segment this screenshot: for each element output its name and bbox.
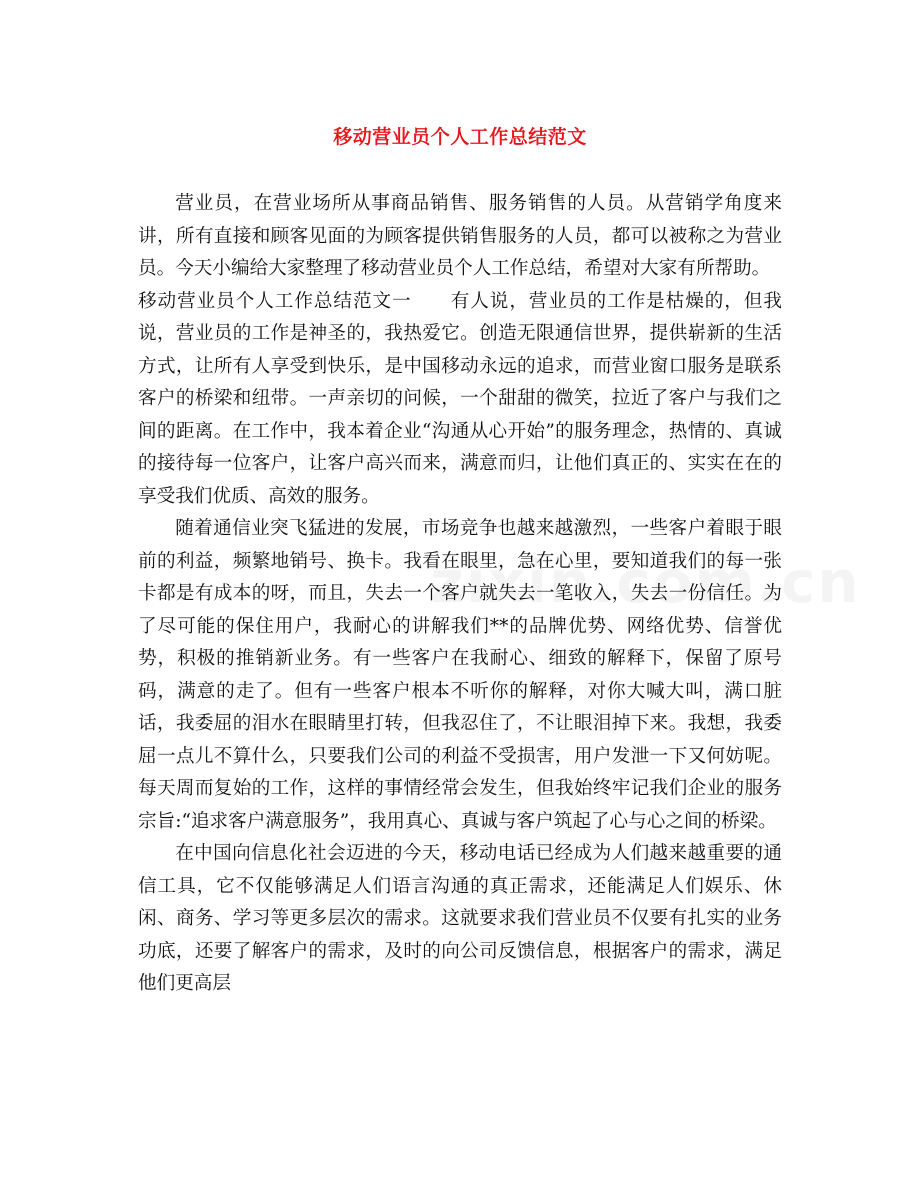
document-body xyxy=(138,188,782,1001)
paragraph-section-one: 移动营业员个人工作总结范文一 有人说，营业员的工作是枯燥的，但我说，营业员的工作是神圣的，我热爱它。创造无限通信世界，提供崭新的生活方式，让所有人享受到快乐，是中国移动永远的追求，而营业窗口服务是联系客户的桥梁和纽带。一声亲切的问候，一个甜甜的微笑，拉近了客户与我们之间的距离。在工作中，我本着企业“沟通从心开始”的服务理念，热情的、真诚的接待每一位客户，让客户高兴而来，满意而归，让他们真正的、实实在在的享受我们优质、高效的服务。 xyxy=(138,290,782,507)
document-title: 移动营业员个人工作总结范文 xyxy=(333,126,587,148)
paragraph-competition: 随着通信业突飞猛进的发展，市场竞争也越来越激烈，一些客户着眼于眼前的利益，频繁地销号、换卡。我看在眼里，急在心里，要知道我们的每一张卡都是有成本的呀，而且，失去一个客户就失去一笔收入，失去一份信任。为了尽可能的保住用户，我耐心的讲解我们**的品牌优势、网络优势、信誉优势，积极的推销新业务。有一些客户在我耐心、细致的解释下，保留了原号码，满意的走了。但有一些客户根本不听你的解释，对你大喊大叫，满口脏话，我委屈的泪水在眼睛里打转，但我忍住了，不让眼泪掉下来。我想，我委屈一点儿不算什么，只要我们公司的利益不受损害，用户发泄一下又何妨呢。每天周而复始的工作，这样的事情经常会发生，但我始终牢记我们企业的服务宗旨:“追求客户满意服务”，我用真心、真诚与客户筑起了心与心之间的桥梁。 xyxy=(138,518,782,832)
paragraph-intro: 营业员，在营业场所从事商品销售、服务销售的人员。从营销学角度来讲，所有直接和顾客见面的为顾客提供销售服务的人员，都可以被称之为营业员。今天小编给大家整理了移动营业员个人工作总结，希望对大家有所帮助。 xyxy=(138,193,782,279)
paragraph-information-society: 在中国向信息化社会迈进的今天，移动电话已经成为人们越来越重要的通信工具，它不仅能够满足人们语言沟通的真正需求，还能满足人们娱乐、休闲、商务、学习等更多层次的需求。这就要求我们营业员不仅要有扎实的业务功底，还要了解客户的需求，及时的向公司反馈信息，根据客户的需求，满足他们更高层 xyxy=(138,843,782,994)
